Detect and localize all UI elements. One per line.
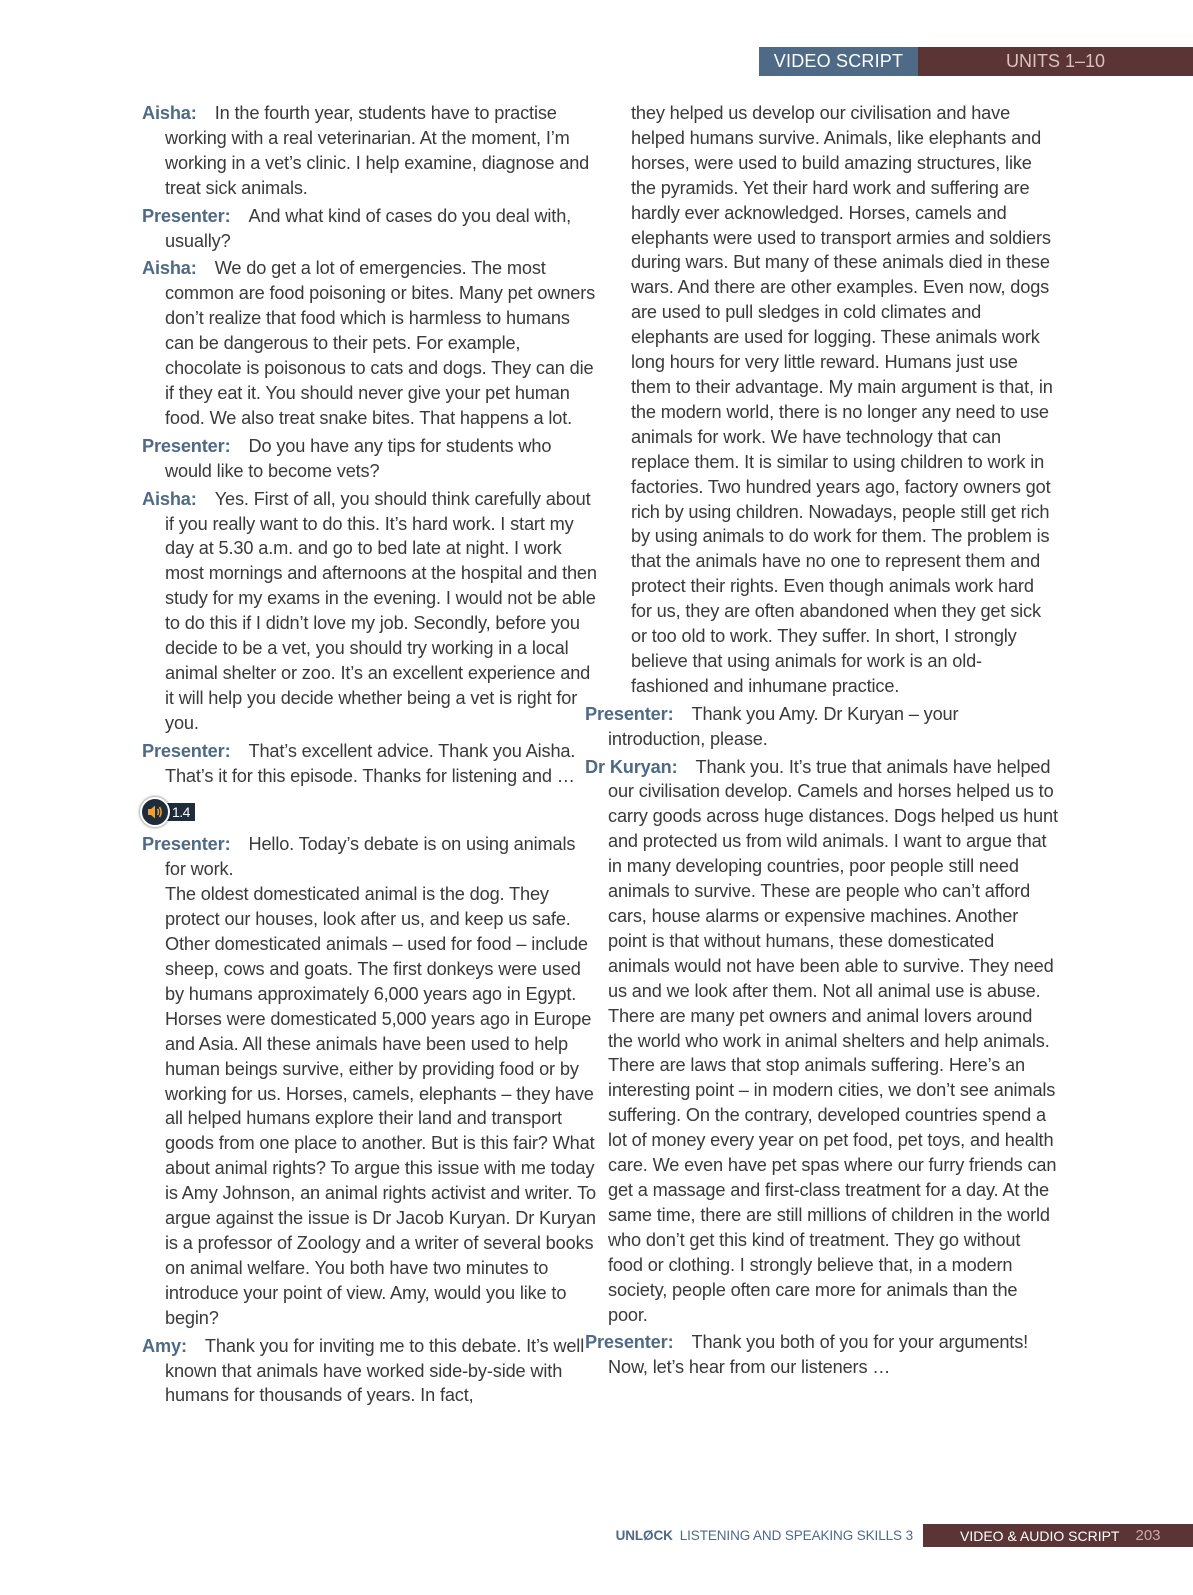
speaker-label: Presenter: bbox=[585, 1332, 674, 1353]
script-paragraph bbox=[142, 882, 597, 1330]
paragraph-text: Thank you Amy. Dr Kuryan – your introduction, please. bbox=[608, 703, 959, 749]
script-paragraph bbox=[142, 487, 597, 736]
speaker-label: Presenter: bbox=[585, 703, 674, 724]
paragraph-text: Yes. First of all, you should think carefully about if you really want to do this. It’s hard work. I start my day at 5.30 a.m. and go to bed late at night. I work most mornings and afternoons at the hospital and then study for my exams in the evening. I would not be able to do this if I didn’t love my job. Secondly, before you decide to be a vet, you should try working in a local animal shelter or zoo. It’s an excellent experience and it will help you decide whether being a vet is right for you. bbox=[165, 488, 597, 733]
paragraph-text: That’s excellent advice. Thank you Aisha. That’s it for this episode. Thanks for listening and … bbox=[165, 740, 576, 786]
units-label: UNITS 1–10 bbox=[918, 47, 1193, 76]
script-paragraph bbox=[142, 101, 597, 201]
paragraph-text: In the fourth year, students have to practise working with a real veterinarian. At the moment, I’m working in a vet’s clinic. I help examine, diagnose and treat sick animals. bbox=[165, 103, 590, 198]
paragraph-text: Thank you both of you for your arguments! Now, let’s hear from our listeners … bbox=[608, 1332, 1029, 1378]
speaker-label: Amy: bbox=[142, 1335, 187, 1356]
speaker-icon[interactable] bbox=[140, 797, 170, 827]
paragraph-text: And what kind of cases do you deal with, usually? bbox=[165, 205, 572, 251]
audio-track-marker[interactable] bbox=[140, 798, 597, 826]
speaker-label: Presenter: bbox=[142, 834, 231, 855]
paragraph-text: Hello. Today’s debate is on using animals for work. bbox=[165, 834, 576, 880]
speaker-label: Presenter: bbox=[142, 205, 231, 226]
book-title: LISTENING AND SPEAKING SKILLS 3 bbox=[679, 1528, 913, 1543]
audio-track-number: 1.4 bbox=[164, 803, 195, 821]
script-paragraph bbox=[142, 434, 597, 484]
footer-section-label: VIDEO & AUDIO SCRIPT bbox=[960, 1527, 1120, 1544]
paragraph-text: Do you have any tips for students who would like to become vets? bbox=[165, 435, 552, 481]
script-paragraph bbox=[142, 832, 597, 882]
script-paragraph bbox=[608, 101, 1058, 699]
speaker-label: Presenter: bbox=[142, 740, 231, 761]
script-paragraph bbox=[142, 204, 597, 254]
paragraph-text: We do get a lot of emergencies. The most common are food poisoning or bites. Many pet owners don’t realize that food which is harmless to humans can be dangerous to their pets. For example, chocolate is poisonous to cats and dogs. They can die if they eat it. You should never give your pet human food. We also treat snake bites. That happens a lot. bbox=[165, 258, 596, 428]
script-paragraph bbox=[142, 1334, 597, 1409]
paragraph-text: Thank you. It’s true that animals have helped our civilisation develop. Camels and horses helped us to carry goods across huge distances. Dogs helped us hunt and protected us from wild animals. I want to argue that in many developing countries, poor people still need animals to survive. These are people who can’t afford cars, house alarms or expensive machines. Another point is that without humans, these domesticated animals would not have been able to survive. They need us and we look after them. Not all animal use is abuse. There are many pet owners and animal lovers around the world who work in animal shelters and help animals. There are laws that stop animals suffering. Here’s an interesting point – in modern cities, we don’t see animals suffering. On the contrary, developed countries spend a lot of money every year on pet food, pet toys, and health care. We even have pet spas where our furry friends can get a massage and first-class treatment for a day. At the same time, there are still millions of children in the world who don’t get this kind of treatment. They go without food or clothing. I strongly believe that, in a modern society, people often care more for animals than the poor. bbox=[608, 756, 1058, 1325]
footer-section-bar bbox=[923, 1524, 1193, 1547]
right-column bbox=[585, 101, 1058, 1383]
paragraph-text: Thank you for inviting me to this debate. It’s well known that animals have worked side-by-side with humans for thousands of years. In fact, bbox=[165, 1335, 585, 1406]
page-header bbox=[759, 47, 1193, 76]
script-paragraph bbox=[585, 1330, 1058, 1380]
speaker-label: Aisha: bbox=[142, 258, 197, 279]
speaker-label: Aisha: bbox=[142, 103, 197, 123]
script-paragraph bbox=[142, 739, 597, 789]
script-paragraph bbox=[142, 256, 597, 430]
left-column bbox=[142, 101, 597, 1411]
script-paragraph bbox=[585, 755, 1058, 1328]
unlock-logo: UNLØCK bbox=[615, 1528, 673, 1543]
section-label: VIDEO SCRIPT bbox=[759, 47, 918, 76]
speaker-label: Aisha: bbox=[142, 488, 197, 509]
page-footer bbox=[600, 1524, 1193, 1547]
speaker-label: Dr Kuryan: bbox=[585, 756, 678, 777]
paragraph-text: they helped us develop our civilisation and have helped humans survive. Animals, like elephants and horses, were used to build amazing structures, like the pyramids. Yet their hard work and suffering are hardly ever acknowledged. Horses, camels and elephants were used to transport armies and soldiers during wars. But many of these animals died in these wars. And there are other examples. Even now, dogs are used to pull sledges in cold climates and elephants are used for logging. These animals work long hours for very little reward. Humans just use them to their advantage. My main argument is that, in the modern world, there is no longer any need to use animals for work. We have technology that can replace them. It is similar to using children to work in factories. Two hundred years ago, factory owners got rich by using children. Nowadays, people still get rich by using animals to do work for them. The problem is that the animals have no one to represent them and protect their rights. Even though animals work hard for us, they are often abandoned when they get sick or too old to work. They suffer. In short, I strongly believe that using animals for work is an old-fashioned and inhumane practice. bbox=[631, 103, 1053, 696]
page-number: 203 bbox=[1135, 1527, 1161, 1544]
script-paragraph bbox=[585, 702, 1058, 752]
paragraph-text: The oldest domesticated animal is the dog. They protect our houses, look after us, and keep us safe. Other domesticated animals – used for food – include sheep, cows and goats. The first donkeys were used by humans approximately 6,000 years ago in Egypt. Horses were domesticated 5,000 years ago in Europe and Asia. All these animals have been used to help human beings survive, either by providing food or by working for us. Horses, camels, elephants – they have all helped humans explore their land and transport goods from one place to another. But is this fair? What about animal rights? To argue this issue with me today is Amy Johnson, an animal rights activist and writer. To argue against the issue is Dr Jacob Kuryan. Dr Kuryan is a professor of Zoology and a writer of several books on animal welfare. You both have two minutes to introduce your point of view. Amy, would you like to begin? bbox=[165, 884, 596, 1328]
book-title-block bbox=[600, 1528, 923, 1543]
speaker-label: Presenter: bbox=[142, 435, 231, 456]
